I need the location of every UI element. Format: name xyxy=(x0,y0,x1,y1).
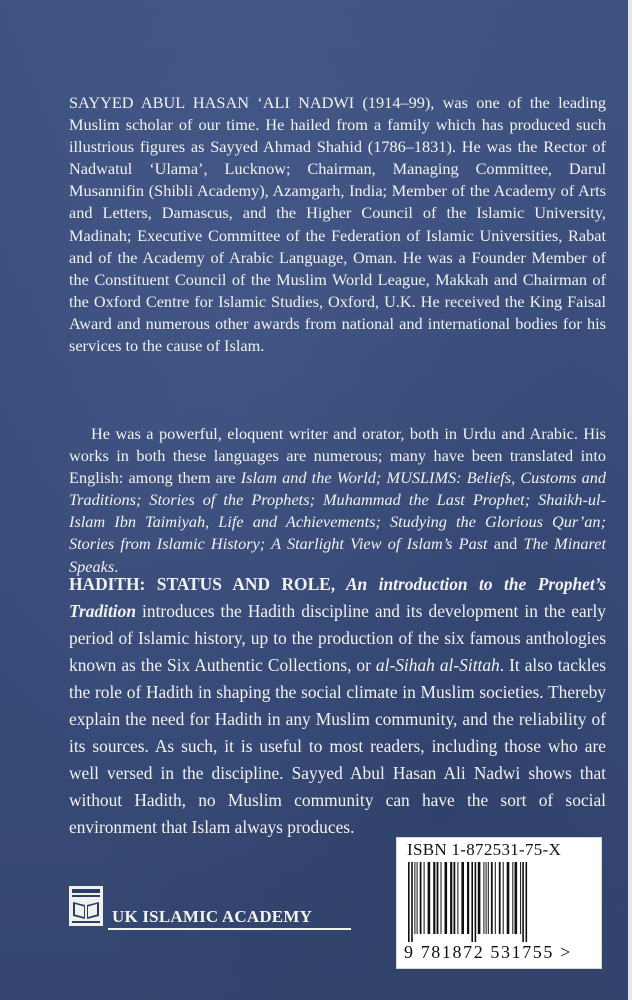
author-name: SAYYED ABUL HASAN ‘ALI NADWI xyxy=(69,93,355,112)
barcode-bar xyxy=(457,862,458,934)
barcode-bar xyxy=(488,862,489,934)
barcode-bar xyxy=(486,862,487,934)
book-description xyxy=(69,571,606,841)
barcode-bar xyxy=(483,862,484,934)
barcode-bar xyxy=(520,862,521,934)
barcode-bars xyxy=(406,862,594,942)
open-book-icon xyxy=(69,886,103,926)
author-bio-text: (1914–99), was one of the leading Muslim scholar of our time. He hailed from a family which has produced such illustrious figures as Sayyed Ahmad Shahid (1786–1831). He was the Rector of Nadwatul ‘Ulama’, Lucknow; Chairman, Managing Committee, Darul Musannifin (Shibli Academy), Azamgarh, India; Member of the Academy of Arts and Letters, Damascus, and the Higher Council of the Islamic University, Madinah; Executive Committee of the Federation of Islamic Universities, Rabat and of the Academy of Arabic Language, Oman. He was a Founder Member of the Constituent Council of the Muslim World League, Makkah and Chairman of the Oxford Centre for Islamic Studies, Oxford, U.K. He received the King Faisal Award and numerous other awards from national and international bodies for his services to the cause of Islam. xyxy=(69,93,606,356)
author-bio-paragraph xyxy=(69,92,606,357)
works-and: and xyxy=(487,534,524,554)
barcode-bar xyxy=(454,862,456,934)
barcode-bar xyxy=(445,862,448,934)
page-edge xyxy=(628,0,632,1000)
author-works-paragraph xyxy=(69,423,606,578)
barcode-bar xyxy=(515,862,518,934)
barcode-bar xyxy=(491,862,493,934)
barcode-bar xyxy=(471,862,473,942)
description-term: al-Sihah al-Sittah xyxy=(375,655,500,675)
barcode-bar xyxy=(433,862,435,934)
works-titles: Islam and the World; MUSLIMS: Beliefs, Customs and Traditions; Stories of the Prophets; Muhammad the Last Prophet; Shaikh-ul-Islam Ibn Taimiyah, Life and Achievements; Studying the Glorious Qur’an; Stories from Islamic History; A Starlight View of Islam’s Past xyxy=(69,468,607,554)
works-end: . xyxy=(114,556,119,576)
barcode-bar xyxy=(450,862,452,934)
book-subtitle: An introduction to the Prophet’s Tradition xyxy=(69,574,606,621)
barcode-bar xyxy=(414,862,415,934)
isbn-text: ISBN 1-872531-75-X xyxy=(407,840,562,859)
description-text-2: . It also tackles the role of Hadith in shaping the social climate in Muslim societies. Thereby explain the need for Hadith in any Muslim community, and the reliability of its sources. As such, it is useful to most readers, including those who are well versed in the discipline. Sayyed Abul Hasan Ali Nadwi shows that without Hadith, no Muslim community can have the sort of social environment that Islam always produces. xyxy=(69,655,607,837)
works-last-title: The Minaret Speaks xyxy=(69,534,606,576)
works-intro: He was a powerful, eloquent writer and orator, both in Urdu and Arabic. His works in both these languages are numerous; many have been translated into English: among them are xyxy=(69,424,606,488)
ean-number: 9 781872 531755 > xyxy=(404,942,572,962)
barcode-bar xyxy=(526,862,528,942)
barcode-bar xyxy=(512,862,513,934)
barcode-bar xyxy=(420,862,422,934)
barcode-bar xyxy=(424,862,425,934)
barcode-bar xyxy=(437,862,439,934)
publisher-name: UK ISLAMIC ACADEMY xyxy=(112,907,313,926)
barcode-label xyxy=(396,837,602,969)
barcode-bar xyxy=(495,862,496,934)
barcode-bar xyxy=(503,862,504,934)
barcode-bar xyxy=(507,862,510,934)
barcode-bar xyxy=(417,862,418,934)
barcode-bar xyxy=(475,862,477,942)
barcode-bar xyxy=(461,862,464,934)
barcode-bar xyxy=(411,862,413,942)
barcode-bar xyxy=(428,862,431,934)
barcode-bar xyxy=(467,862,469,934)
barcode-bar xyxy=(441,862,442,934)
barcode-bar xyxy=(499,862,501,934)
barcode-bar xyxy=(522,862,524,942)
barcode-bar xyxy=(478,862,481,934)
barcode-bar xyxy=(408,862,410,942)
book-title: HADITH: STATUS AND ROLE, xyxy=(69,574,336,594)
description-text-1: introduces the Hadith discipline and its development in the early period of Islamic history, up to the production of the six famous anthologies known as the Six Authentic Collections, or xyxy=(69,601,606,675)
publisher-underline xyxy=(108,928,351,930)
